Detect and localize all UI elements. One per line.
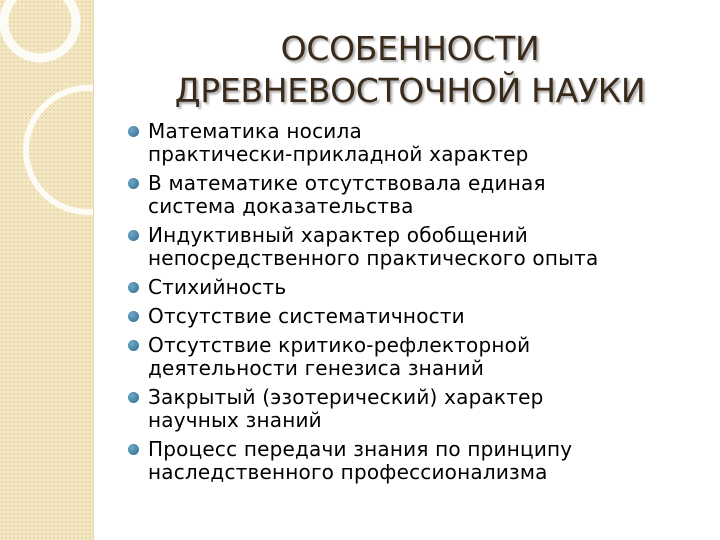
- list-item-line2: научных знаний: [148, 408, 322, 432]
- slide-title: [100, 28, 720, 112]
- list-item-line2: деятельности генезиса знаний: [148, 356, 485, 380]
- list-item-line2: система доказательства: [148, 194, 414, 218]
- decorative-circles: [0, 0, 93, 540]
- round-bullet-icon: [128, 311, 139, 322]
- list-item-line1: Отсутствие систематичности: [148, 304, 465, 328]
- round-bullet-icon: [128, 392, 139, 403]
- list-item-line1: Закрытый (эзотерический) характер: [148, 385, 544, 409]
- round-bullet-icon: [128, 444, 139, 455]
- list-item: [128, 172, 698, 218]
- round-bullet-icon: [128, 340, 139, 351]
- list-item-line1: Отсутствие критико-рефлекторной: [148, 333, 531, 357]
- list-item-line2: практически-прикладной характер: [148, 142, 529, 166]
- round-bullet-icon: [128, 126, 139, 137]
- bullet-list: [128, 120, 698, 490]
- slide-title-line2: ДРЕВНЕВОСТОЧНОЙ НАУКИ: [174, 71, 646, 110]
- list-item: [128, 386, 698, 432]
- list-item-line1: Математика носила: [148, 119, 362, 143]
- round-bullet-icon: [128, 178, 139, 189]
- slide-title-line1: ОСОБЕННОСТИ: [280, 29, 540, 68]
- round-bullet-icon: [128, 230, 139, 241]
- list-item-line1: Стихийность: [148, 275, 287, 299]
- list-item: [128, 224, 698, 270]
- list-item-line1: Процесс передачи знания по принципу: [148, 437, 573, 461]
- list-item-line2: непосредственного практического опыта: [148, 246, 599, 270]
- list-item: [128, 276, 698, 299]
- list-item: [128, 120, 698, 166]
- list-item-line1: Индуктивный характер обобщений: [148, 223, 528, 247]
- list-item: [128, 438, 698, 484]
- decorative-side-panel: [0, 0, 94, 540]
- round-bullet-icon: [128, 282, 139, 293]
- list-item-line2: наследственного профессионализма: [148, 460, 548, 484]
- list-item: [128, 305, 698, 328]
- list-item-line1: В математике отсутствовала единая: [148, 171, 546, 195]
- list-item: [128, 334, 698, 380]
